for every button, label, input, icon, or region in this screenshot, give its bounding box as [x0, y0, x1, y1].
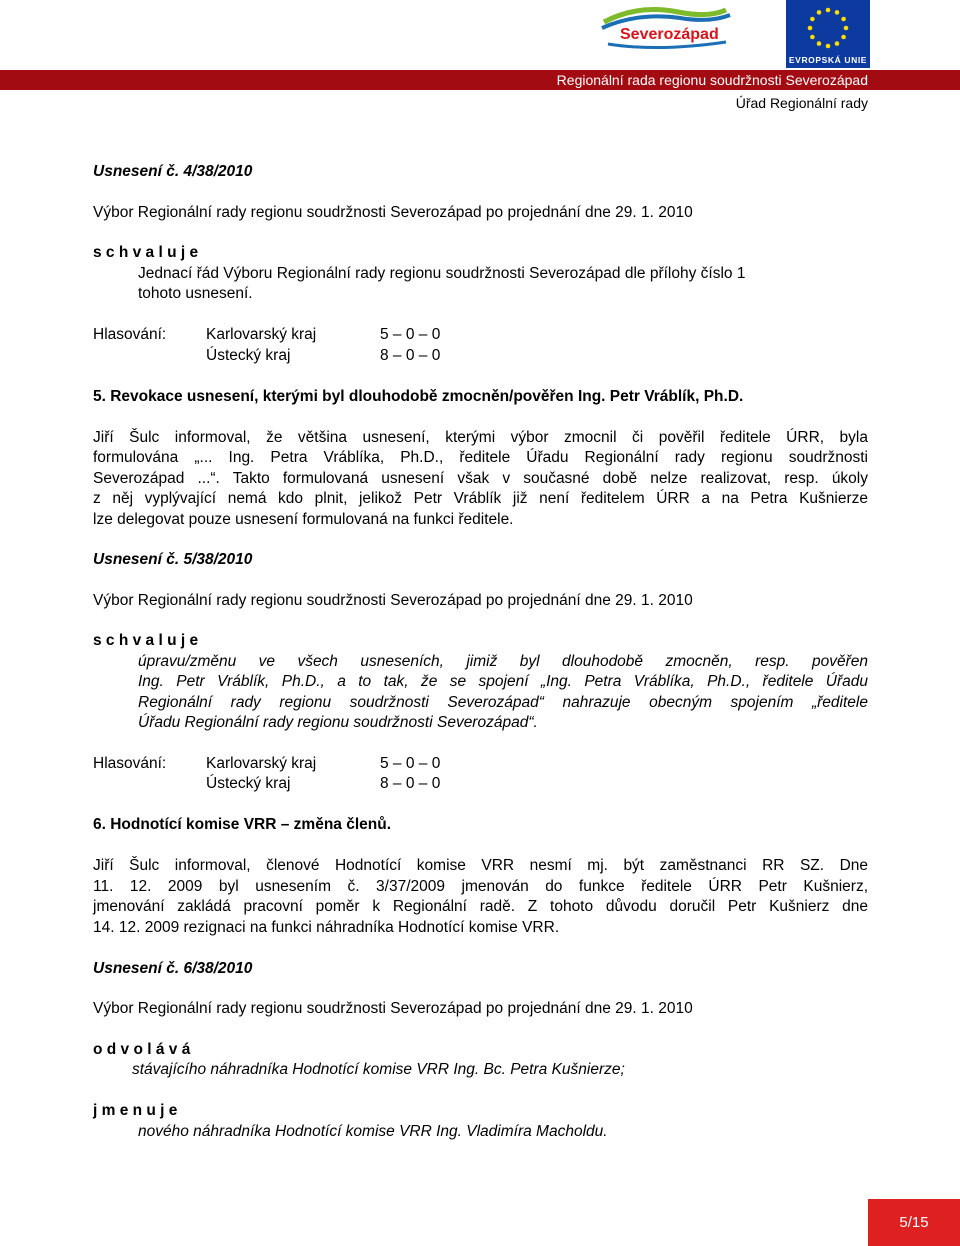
resolution-6-verb-appoint: j m e n u j e: [93, 1102, 178, 1119]
resolution-5-committee: Výbor Regionální rady regionu soudržnosti Severozápad po projednání dne 29. 1. 2010: [93, 592, 693, 609]
item-5-line: Jiří Šulc informoval, že většina usnesení, kterými výbor zmocnil či pověřil ředitele ÚRR, byla: [93, 429, 868, 446]
item-5-line: lze delegovat pouze usnesení formulovaná na funkci ředitele.: [93, 511, 514, 528]
header-band: [0, 70, 960, 90]
resolution-6-verb-revoke: o d v o l á v á: [93, 1041, 191, 1058]
item-5-heading: 5. Revokace usnesení, kterými byl dlouhodobě zmocněn/pověřen Ing. Petr Vráblík, Ph.D.: [93, 388, 744, 405]
resolution-5-line: Regionální rady regionu soudržnosti Severozápad“ nahrazuje obecným spojením „ředitele: [138, 694, 868, 711]
resolution-5-line: úpravu/změnu ve všech usneseních, jimiž byl dlouhodobě zmocněn, resp. pověřen: [138, 653, 868, 670]
item-6-line: Jiří Šulc informoval, členové Hodnotící komise VRR nesmí mj. být zaměstnanci RR SZ. Dne: [93, 857, 868, 874]
resolution-4-committee: Výbor Regionální rady regionu soudržnosti Severozápad po projednání dne 29. 1. 2010: [93, 204, 693, 221]
resolution-4-text-1: Jednací řád Výboru Regionální rady regionu soudržnosti Severozápad dle přílohy číslo 1: [138, 265, 746, 282]
eu-flag-logo: [786, 0, 870, 68]
resolution-6-text-revoke: stávajícího náhradníka Hodnotící komise VRR Ing. Bc. Petra Kušnierze;: [132, 1061, 625, 1078]
item-5-line: Severozápad ...“. Takto formulovaná usnesení však v současné době nelze realizovat, resp. úkoly: [93, 470, 868, 487]
resolution-4-text-2: tohoto usnesení.: [138, 285, 253, 302]
resolution-4-verb: s c h v a l u j e: [93, 244, 199, 261]
resolution-5-vote-label: Hlasování:: [93, 755, 167, 772]
resolution-4-vote-result: 5 – 0 – 0: [380, 326, 441, 343]
office-name: Úřad Regionální rady: [735, 95, 868, 111]
eu-stars-icon: [786, 0, 870, 58]
org-name: Regionální rada regionu soudržnosti Severozápad: [556, 72, 868, 88]
item-6-heading: 6. Hodnotící komise VRR – změna členů.: [93, 816, 392, 833]
item-6-line: 14. 12. 2009 rezignaci na funkci náhradníka Hodnotící komise VRR.: [93, 919, 560, 936]
resolution-5-line: Úřadu Regionální rady regionu soudržnosti Severozápad“.: [138, 714, 538, 731]
item-5-line: z něj vyplývající nemá kdo plnit, jelikož Petr Vráblík již není ředitelem ÚRR a na Petra Kušnierze: [93, 490, 868, 507]
resolution-5-verb: s c h v a l u j e: [93, 632, 199, 649]
item-6-line: 11. 12. 2009 byl usnesením č. 3/37/2009 jmenován do funkce ředitele ÚRR Petr Kušnierz,: [93, 878, 868, 895]
resolution-6-committee: Výbor Regionální rady regionu soudržnosti Severozápad po projednání dne 29. 1. 2010: [93, 1000, 693, 1017]
severozapad-logo-text: Severozápad: [620, 26, 719, 43]
resolution-6-number: Usnesení č. 6/38/2010: [93, 960, 253, 977]
resolution-5-vote-result: 5 – 0 – 0: [380, 755, 441, 772]
item-6-line: jmenování zakládá pracovní poměr k Regionální radě. Z tohoto důvodu doručil Petr Kušnierz dne: [93, 898, 868, 915]
page-number-badge: 5/15: [868, 1199, 960, 1246]
resolution-4-vote-label: Hlasování:: [93, 326, 167, 343]
resolution-5-vote-region: Ústecký kraj: [206, 775, 291, 792]
resolution-4-vote-region: Karlovarský kraj: [206, 326, 317, 343]
resolution-4-vote-region: Ústecký kraj: [206, 347, 291, 364]
resolution-4-vote-result: 8 – 0 – 0: [380, 347, 441, 364]
severozapad-logo: [598, 6, 734, 52]
resolution-4-number: Usnesení č. 4/38/2010: [93, 163, 253, 180]
item-5-line: formulována „... Ing. Petra Vráblíka, Ph.D., ředitele Úřadu Regionální rady regionu soudržnosti: [93, 449, 868, 466]
resolution-5-number: Usnesení č. 5/38/2010: [93, 551, 253, 568]
resolution-5-vote-result: 8 – 0 – 0: [380, 775, 441, 792]
resolution-5-vote-region: Karlovarský kraj: [206, 755, 317, 772]
eu-label: EVROPSKÁ UNIE: [788, 55, 868, 65]
resolution-5-line: Ing. Petr Vráblík, Ph.D., a to tak, že se spojení „Ing. Petra Vráblíka, Ph.D., ředitele Úřadu: [138, 673, 868, 690]
resolution-6-text-appoint: nového náhradníka Hodnotící komise VRR Ing. Vladimíra Macholdu.: [138, 1123, 608, 1140]
